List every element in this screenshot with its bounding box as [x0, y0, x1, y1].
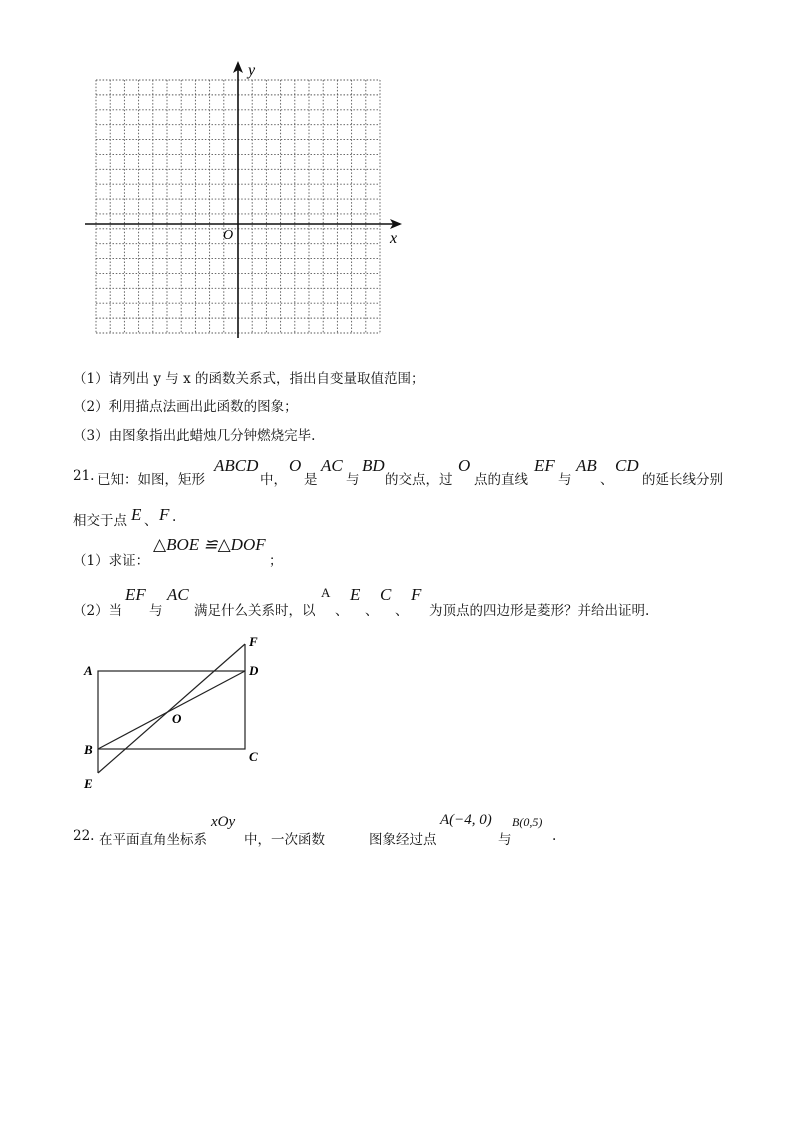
label-f: F	[249, 634, 258, 649]
math-ac: AC	[321, 456, 343, 475]
segment-ef	[98, 644, 245, 773]
math-o2: O	[458, 456, 471, 475]
math-e-2: E	[350, 585, 361, 604]
label-o: O	[172, 711, 182, 726]
label-b: B	[84, 742, 93, 757]
math-ac-2: AC	[167, 585, 189, 604]
question-number: 22.	[73, 828, 95, 844]
math-bd: BD	[362, 456, 385, 475]
math-point-b: B(0,5)	[512, 815, 543, 829]
x-axis-label: x	[390, 230, 398, 247]
math-ef: EF	[534, 456, 555, 475]
rectangle-figure	[75, 630, 275, 795]
question-number: 21.	[73, 468, 95, 484]
label-e: E	[84, 776, 93, 791]
math-o: O	[289, 456, 302, 475]
math-point-a: A(−4, 0)	[440, 812, 492, 828]
label-a: A	[84, 663, 93, 678]
math-abcd: ABCD	[214, 456, 259, 475]
coordinate-grid-figure	[80, 55, 410, 345]
q20-part3: （3）由图象指出此蜡烛几分钟燃烧完毕.	[73, 428, 316, 444]
segment-bd	[98, 671, 245, 749]
math-ef-2: EF	[125, 585, 146, 604]
q20-part1: （1）请列出 y 与 x 的函数关系式，指出自变量取值范围；	[73, 371, 425, 387]
math-xoy: xOy	[211, 814, 236, 830]
math-f-2: F	[411, 585, 422, 604]
math-f: F	[159, 505, 170, 524]
math-c: C	[380, 585, 392, 604]
math-cd: CD	[615, 456, 639, 475]
label-d: D	[249, 663, 259, 678]
q20-part2: （2）利用描点法画出此函数的图象；	[73, 399, 298, 415]
math-ab: AB	[576, 456, 597, 475]
math-congruence: △BOE ≌△DOF	[153, 535, 266, 554]
origin-label: O	[223, 228, 234, 243]
label-c: C	[249, 749, 258, 764]
y-axis-label: y	[248, 62, 256, 79]
math-a: A	[321, 585, 331, 600]
math-e: E	[131, 505, 142, 524]
